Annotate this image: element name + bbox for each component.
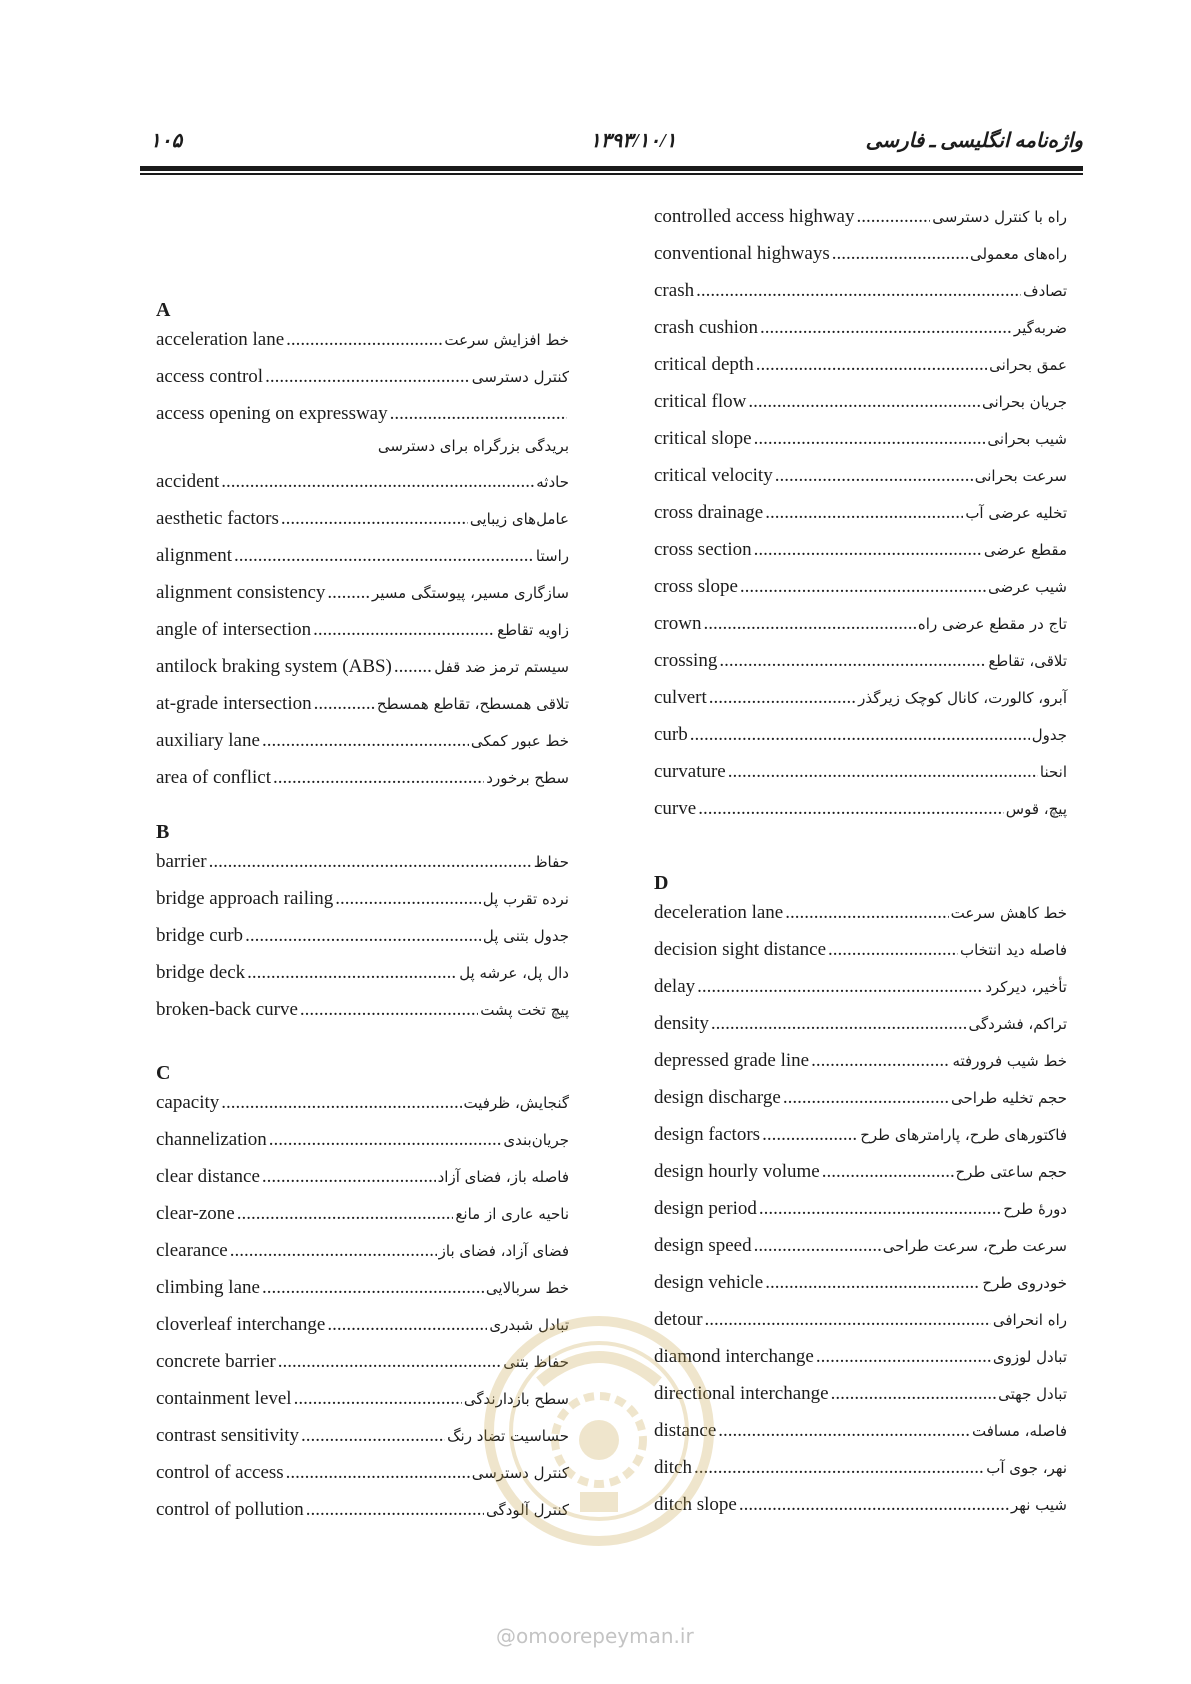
term-english: ditch slope bbox=[654, 1494, 737, 1515]
term-english: containment level bbox=[156, 1388, 292, 1409]
glossary-entry bbox=[654, 502, 1067, 539]
term-persian: پیچ تخت پشت bbox=[480, 1001, 569, 1019]
term-persian: فاصله دید انتخاب bbox=[960, 941, 1067, 959]
leader-dots bbox=[705, 1309, 991, 1331]
term-english: aesthetic factors bbox=[156, 508, 279, 529]
leader-dots bbox=[286, 329, 442, 351]
term-english: delay bbox=[654, 976, 696, 997]
term-persian: انحنا bbox=[1039, 763, 1067, 781]
glossary-entry bbox=[654, 1013, 1067, 1050]
term-english: cloverleaf interchange bbox=[156, 1314, 326, 1335]
glossary-entry bbox=[156, 925, 569, 962]
term-persian: جدول bbox=[1031, 726, 1067, 744]
glossary-entry bbox=[654, 976, 1067, 1013]
term-persian: خط عبور کمکی bbox=[470, 732, 569, 750]
term-persian: سطح برخورد bbox=[486, 769, 569, 787]
glossary-entry bbox=[156, 366, 569, 403]
term-english: accident bbox=[156, 471, 220, 492]
glossary-entry bbox=[654, 1235, 1067, 1272]
term-persian: فاصله باز، فضای آزاد bbox=[437, 1168, 569, 1186]
header-rule-thin bbox=[140, 173, 1083, 175]
leader-dots bbox=[262, 1277, 484, 1299]
leader-dots bbox=[760, 317, 1012, 339]
term-persian: مقطع عرضی bbox=[983, 541, 1067, 559]
term-english: contrast sensitivity bbox=[156, 1425, 300, 1446]
term-persian: حفاظ بتنی bbox=[503, 1353, 569, 1371]
glossary-entry bbox=[156, 403, 569, 471]
term-english: concrete barrier bbox=[156, 1351, 276, 1372]
leader-dots bbox=[300, 999, 478, 1021]
term-english: density bbox=[654, 1013, 709, 1034]
leader-dots bbox=[221, 471, 534, 493]
term-persian: تبادل جهتی bbox=[998, 1385, 1067, 1403]
term-english: control of access bbox=[156, 1462, 284, 1483]
leader-dots bbox=[262, 1166, 436, 1188]
leader-dots bbox=[247, 962, 457, 984]
leader-dots bbox=[719, 650, 986, 672]
term-persian: راستا bbox=[535, 547, 569, 565]
term-english: conventional highways bbox=[654, 243, 830, 264]
term-persian: حادثه bbox=[536, 473, 569, 491]
glossary-entry bbox=[654, 1272, 1067, 1309]
term-english: directional interchange bbox=[654, 1383, 829, 1404]
term-persian: خط افزایش سرعت bbox=[444, 331, 569, 349]
term-english: bridge approach railing bbox=[156, 888, 334, 909]
term-english: distance bbox=[654, 1420, 717, 1441]
leader-dots bbox=[234, 545, 534, 567]
glossary-entry bbox=[156, 656, 569, 693]
term-persian: تراکم، فشردگی bbox=[968, 1015, 1067, 1033]
glossary-entry bbox=[156, 545, 569, 582]
term-english: alignment consistency bbox=[156, 582, 326, 603]
term-english: crash bbox=[654, 280, 695, 301]
term-english: acceleration lane bbox=[156, 329, 285, 350]
term-english: critical slope bbox=[654, 428, 752, 449]
term-english: control of pollution bbox=[156, 1499, 304, 1520]
term-english: barrier bbox=[156, 851, 207, 872]
leader-dots bbox=[306, 1499, 484, 1521]
glossary-entry bbox=[156, 767, 569, 804]
section-letter: C bbox=[156, 1062, 171, 1084]
leader-dots bbox=[327, 582, 370, 604]
leader-dots bbox=[756, 354, 987, 376]
leader-dots bbox=[690, 724, 1030, 746]
leader-dots bbox=[221, 1092, 461, 1114]
glossary-entry bbox=[654, 465, 1067, 502]
leader-dots bbox=[237, 1203, 454, 1225]
section-letter: D bbox=[654, 872, 669, 894]
term-persian: تأخیر، دیرکرد bbox=[985, 978, 1067, 996]
term-english: at-grade intersection bbox=[156, 693, 312, 714]
leader-dots bbox=[390, 403, 567, 425]
leader-dots bbox=[816, 1346, 991, 1368]
term-english: alignment bbox=[156, 545, 232, 566]
term-english: access control bbox=[156, 366, 264, 387]
leader-dots bbox=[754, 539, 982, 561]
term-english: cross slope bbox=[654, 576, 738, 597]
term-persian: سرعت بحرانی bbox=[974, 467, 1067, 485]
term-persian: شیب بحرانی bbox=[987, 430, 1067, 448]
glossary-entry bbox=[156, 582, 569, 619]
term-persian: حجم تخلیه طراحی bbox=[950, 1089, 1067, 1107]
leader-dots bbox=[327, 1314, 487, 1336]
term-persian: کنترل دسترسی bbox=[471, 1464, 569, 1482]
glossary-entry bbox=[654, 243, 1067, 280]
leader-dots bbox=[762, 1124, 858, 1146]
leader-dots bbox=[754, 1235, 881, 1257]
leader-dots bbox=[748, 391, 980, 413]
glossary-entry bbox=[654, 1087, 1067, 1124]
glossary-entry bbox=[156, 1166, 569, 1203]
term-english: crash cushion bbox=[654, 317, 758, 338]
leader-dots bbox=[759, 1198, 1001, 1220]
leader-dots bbox=[709, 687, 856, 709]
term-persian: ناحیه عاری از مانع bbox=[455, 1205, 569, 1223]
leader-dots bbox=[294, 1388, 462, 1410]
term-english: channelization bbox=[156, 1129, 267, 1150]
glossary-entry bbox=[156, 471, 569, 508]
term-english: curvature bbox=[654, 761, 726, 782]
page-number: ۱۰۵ bbox=[150, 130, 183, 152]
glossary-entry bbox=[156, 619, 569, 656]
term-english: deceleration lane bbox=[654, 902, 784, 923]
leader-dots bbox=[269, 1129, 502, 1151]
term-persian: عمق بحرانی bbox=[989, 356, 1067, 374]
glossary-entry bbox=[156, 888, 569, 925]
leader-dots bbox=[783, 1087, 949, 1109]
term-english: design hourly volume bbox=[654, 1161, 820, 1182]
glossary-entry bbox=[654, 1161, 1067, 1198]
leader-dots bbox=[314, 693, 375, 715]
section-continued bbox=[654, 206, 1067, 835]
leader-dots bbox=[775, 465, 973, 487]
term-english: controlled access highway bbox=[654, 206, 855, 227]
term-english: antilock braking system (ABS) bbox=[156, 656, 392, 677]
term-persian: جریان بحرانی bbox=[981, 393, 1067, 411]
term-persian: حجم ساعتی طرح bbox=[955, 1163, 1067, 1181]
leader-dots bbox=[711, 1013, 967, 1035]
term-english: critical velocity bbox=[654, 465, 773, 486]
term-persian: کنترل آلودگی bbox=[486, 1501, 569, 1519]
term-english: clearance bbox=[156, 1240, 228, 1261]
term-english: critical depth bbox=[654, 354, 754, 375]
term-persian: دورهٔ طرح bbox=[1003, 1200, 1067, 1218]
glossary-entry bbox=[654, 354, 1067, 391]
term-english: culvert bbox=[654, 687, 707, 708]
term-persian: خط شیب فرورفته bbox=[952, 1052, 1067, 1070]
term-english: cross drainage bbox=[654, 502, 764, 523]
leader-dots bbox=[765, 502, 963, 524]
term-english: critical flow bbox=[654, 391, 747, 412]
term-persian: نهر، جوی آب bbox=[986, 1459, 1067, 1477]
term-english: clear distance bbox=[156, 1166, 260, 1187]
term-persian: شیب نهر bbox=[1011, 1496, 1067, 1514]
leader-dots bbox=[785, 902, 948, 924]
watermark-seal-icon bbox=[480, 1312, 718, 1550]
glossary-entry bbox=[654, 687, 1067, 724]
term-english: crossing bbox=[654, 650, 718, 671]
term-english: curve bbox=[654, 798, 697, 819]
leader-dots bbox=[209, 851, 532, 873]
term-persian: شیب عرضی bbox=[987, 578, 1067, 596]
leader-dots bbox=[273, 767, 484, 789]
term-english: design vehicle bbox=[654, 1272, 764, 1293]
term-persian: گنجایش، ظرفیت bbox=[463, 1094, 569, 1112]
term-persian: تبادل شبدری bbox=[489, 1316, 569, 1334]
term-persian: سرعت طرح، سرعت طراحی bbox=[882, 1237, 1067, 1255]
leader-dots bbox=[718, 1420, 970, 1442]
glossary-entry bbox=[156, 851, 569, 888]
glossary-entry bbox=[654, 1198, 1067, 1235]
term-english: design period bbox=[654, 1198, 757, 1219]
term-english: clear-zone bbox=[156, 1203, 235, 1224]
term-persian: تصادف bbox=[1023, 282, 1067, 300]
section-a bbox=[156, 295, 569, 804]
leader-dots bbox=[286, 1462, 470, 1484]
term-english: design speed bbox=[654, 1235, 752, 1256]
term-persian: کنترل دسترسی bbox=[471, 368, 569, 386]
term-persian: فاکتورهای طرح، پارامترهای طرح bbox=[860, 1126, 1067, 1144]
term-english: detour bbox=[654, 1309, 703, 1330]
term-persian: آبرو، کالورت، کانال کوچک زیرگذر bbox=[858, 689, 1067, 707]
term-persian: پیچ، قوس bbox=[1005, 800, 1067, 818]
term-persian: زاویه تقاطع bbox=[497, 621, 569, 639]
glossary-entry bbox=[156, 962, 569, 999]
leader-dots bbox=[740, 576, 986, 598]
leader-dots bbox=[832, 243, 968, 265]
term-persian: ضربه‌گیر bbox=[1013, 319, 1067, 337]
term-english: design discharge bbox=[654, 1087, 781, 1108]
term-persian: تاج در مقطع عرضی راه bbox=[917, 615, 1067, 633]
leader-dots bbox=[698, 798, 1004, 820]
leader-dots bbox=[703, 613, 915, 635]
leader-dots bbox=[811, 1050, 950, 1072]
glossary-entry bbox=[156, 1203, 569, 1240]
term-english: angle of intersection bbox=[156, 619, 312, 640]
glossary-entry bbox=[654, 724, 1067, 761]
glossary-entry bbox=[156, 508, 569, 545]
glossary-entry bbox=[654, 613, 1067, 650]
term-persian: سیستم ترمز ضد قفل bbox=[434, 658, 569, 676]
glossary-entry bbox=[156, 999, 569, 1036]
leader-dots bbox=[281, 508, 468, 530]
leader-dots bbox=[278, 1351, 501, 1373]
glossary-entry bbox=[654, 761, 1067, 798]
term-persian: سطح بازدارندگی bbox=[463, 1390, 569, 1408]
glossary-entry bbox=[654, 317, 1067, 354]
term-english: capacity bbox=[156, 1092, 220, 1113]
term-english: area of conflict bbox=[156, 767, 271, 788]
page-header bbox=[140, 128, 1083, 160]
term-persian: جریان‌بندی bbox=[503, 1131, 569, 1149]
term-persian: نرده تقرب پل bbox=[482, 890, 569, 908]
glossary-entry bbox=[156, 693, 569, 730]
glossary-entry bbox=[654, 650, 1067, 687]
glossary-entry bbox=[654, 539, 1067, 576]
glossary-entry bbox=[654, 939, 1067, 976]
leader-dots bbox=[694, 1457, 984, 1479]
leader-dots bbox=[856, 206, 930, 228]
term-english: cross section bbox=[654, 539, 752, 560]
term-persian: دال پل، عرشه پل bbox=[459, 964, 569, 982]
leader-dots bbox=[831, 1383, 997, 1405]
leader-dots bbox=[230, 1240, 437, 1262]
header-title: واژه‌نامه انگلیسی ـ فارسی bbox=[865, 130, 1083, 152]
leader-dots bbox=[245, 925, 481, 947]
leader-dots bbox=[822, 1161, 954, 1183]
section-b bbox=[156, 817, 569, 1036]
term-english: ditch bbox=[654, 1457, 692, 1478]
glossary-entry bbox=[156, 329, 569, 366]
term-persian: تلاقی همسطح، تقاطع همسطح bbox=[376, 695, 569, 713]
term-english: access opening on expressway bbox=[156, 403, 388, 424]
leader-dots bbox=[765, 1272, 980, 1294]
leader-dots bbox=[828, 939, 958, 961]
term-persian: راه با کنترل دسترسی bbox=[932, 208, 1067, 226]
term-english: climbing lane bbox=[156, 1277, 260, 1298]
term-english: auxiliary lane bbox=[156, 730, 260, 751]
header-rule-thick bbox=[140, 166, 1083, 171]
glossary-entry bbox=[156, 1240, 569, 1277]
leader-dots bbox=[335, 888, 481, 910]
term-english: curb bbox=[654, 724, 688, 745]
leader-dots bbox=[739, 1494, 1009, 1516]
glossary-entry bbox=[654, 902, 1067, 939]
glossary-entry bbox=[654, 428, 1067, 465]
leader-dots bbox=[754, 428, 986, 450]
glossary-entry bbox=[156, 1277, 569, 1314]
term-persian: تخلیه عرضی آب bbox=[965, 504, 1067, 522]
glossary-entry bbox=[654, 798, 1067, 835]
term-english: depressed grade line bbox=[654, 1050, 810, 1071]
section-letter: B bbox=[156, 821, 170, 843]
glossary-entry bbox=[654, 206, 1067, 243]
glossary-entry bbox=[156, 1129, 569, 1166]
term-persian: راه انحرافی bbox=[992, 1311, 1067, 1329]
leader-dots bbox=[697, 976, 983, 998]
term-persian: فاصله، مسافت bbox=[972, 1422, 1067, 1440]
term-persian: جدول بتنی پل bbox=[482, 927, 569, 945]
term-persian: فضای آزاد، فضای باز bbox=[438, 1242, 569, 1260]
term-persian: تبادل لوزوی bbox=[992, 1348, 1067, 1366]
term-english: diamond interchange bbox=[654, 1346, 814, 1367]
watermark-text: @omoorepeyman.ir bbox=[496, 1624, 694, 1648]
glossary-entry bbox=[156, 730, 569, 767]
term-english: broken-back curve bbox=[156, 999, 298, 1020]
leader-dots bbox=[313, 619, 495, 641]
term-english: design factors bbox=[654, 1124, 761, 1145]
term-english: crown bbox=[654, 613, 702, 634]
leader-dots bbox=[394, 656, 432, 678]
leader-dots bbox=[265, 366, 470, 388]
term-persian: خط سربالایی bbox=[485, 1279, 569, 1297]
leader-dots bbox=[728, 761, 1038, 783]
section-letter: A bbox=[156, 299, 171, 321]
leader-dots bbox=[301, 1425, 445, 1447]
term-persian: سازگاری مسیر، پیوستگی مسیر bbox=[372, 584, 569, 602]
term-persian: راه‌های معمولی bbox=[969, 245, 1067, 263]
glossary-entry bbox=[654, 391, 1067, 428]
glossary-entry bbox=[654, 576, 1067, 613]
term-persian: خط کاهش سرعت bbox=[950, 904, 1067, 922]
term-persian: تلاقی، تقاطع bbox=[988, 652, 1067, 670]
term-persian: عامل‌های زیبایی bbox=[469, 510, 569, 528]
term-persian: حفاظ bbox=[533, 853, 569, 871]
glossary-entry bbox=[156, 1092, 569, 1129]
term-english: bridge curb bbox=[156, 925, 244, 946]
leader-dots bbox=[696, 280, 1021, 302]
term-english: bridge deck bbox=[156, 962, 246, 983]
leader-dots bbox=[262, 730, 469, 752]
glossary-entry bbox=[654, 1050, 1067, 1087]
term-english: decision sight distance bbox=[654, 939, 827, 960]
glossary-entry bbox=[654, 280, 1067, 317]
term-persian: بریدگی بزرگراه برای دسترسی bbox=[377, 437, 569, 455]
glossary-entry bbox=[654, 1124, 1067, 1161]
term-persian: خودروی طرح bbox=[982, 1274, 1067, 1292]
term-persian: حساسیت تضاد رنگ bbox=[447, 1427, 569, 1445]
header-date: ۱۳۹۳/۱۰/۱ bbox=[590, 130, 677, 152]
